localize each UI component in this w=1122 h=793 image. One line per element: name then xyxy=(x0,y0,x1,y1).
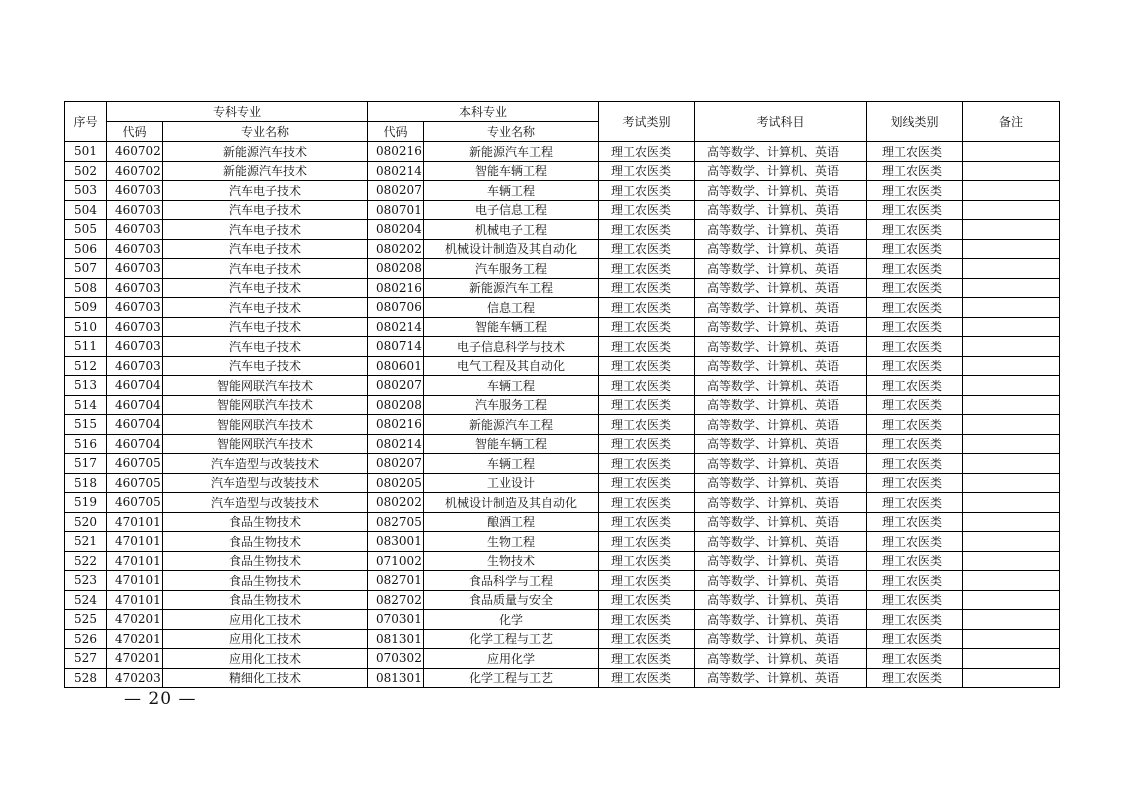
cell-senior-code: 082705 xyxy=(368,512,424,532)
cell-junior-name: 汽车造型与改装技术 xyxy=(163,493,368,513)
cell-senior-name: 酿酒工程 xyxy=(424,512,599,532)
page-number: — 20 — xyxy=(124,689,197,709)
cell-seq: 516 xyxy=(65,434,107,454)
cell-junior-name: 汽车电子技术 xyxy=(163,337,368,357)
cell-line-type: 理工农医类 xyxy=(867,571,963,591)
cell-junior-name: 应用化工技术 xyxy=(163,649,368,669)
cell-junior-name: 食品生物技术 xyxy=(163,551,368,571)
cell-exam-subjects: 高等数学、计算机、英语 xyxy=(695,415,867,435)
cell-seq: 526 xyxy=(65,629,107,649)
table-row xyxy=(65,434,1060,454)
cell-line-type: 理工农医类 xyxy=(867,610,963,630)
cell-junior-code: 460703 xyxy=(107,278,163,298)
header-senior-name: 专业名称 xyxy=(424,122,599,142)
header-line-type: 划线类别 xyxy=(867,102,963,142)
cell-exam-type: 理工农医类 xyxy=(599,415,695,435)
cell-exam-subjects: 高等数学、计算机、英语 xyxy=(695,571,867,591)
cell-remark xyxy=(963,415,1060,435)
cell-junior-code: 470101 xyxy=(107,571,163,591)
cell-senior-code: 080216 xyxy=(368,415,424,435)
cell-remark xyxy=(963,337,1060,357)
cell-line-type: 理工农医类 xyxy=(867,493,963,513)
cell-senior-name: 机械设计制造及其自动化 xyxy=(424,239,599,259)
cell-senior-code: 080207 xyxy=(368,454,424,474)
cell-seq: 510 xyxy=(65,317,107,337)
cell-line-type: 理工农医类 xyxy=(867,434,963,454)
cell-senior-code: 083001 xyxy=(368,532,424,552)
cell-senior-name: 食品质量与安全 xyxy=(424,590,599,610)
table-row xyxy=(65,668,1060,688)
cell-exam-subjects: 高等数学、计算机、英语 xyxy=(695,551,867,571)
cell-exam-type: 理工农医类 xyxy=(599,239,695,259)
cell-senior-name: 智能车辆工程 xyxy=(424,434,599,454)
cell-senior-code: 080202 xyxy=(368,239,424,259)
cell-junior-code: 460703 xyxy=(107,337,163,357)
cell-exam-type: 理工农医类 xyxy=(599,590,695,610)
cell-senior-name: 智能车辆工程 xyxy=(424,317,599,337)
cell-line-type: 理工农医类 xyxy=(867,590,963,610)
cell-senior-code: 082702 xyxy=(368,590,424,610)
cell-senior-name: 食品科学与工程 xyxy=(424,571,599,591)
cell-senior-name: 车辆工程 xyxy=(424,454,599,474)
cell-senior-code: 080208 xyxy=(368,395,424,415)
cell-exam-subjects: 高等数学、计算机、英语 xyxy=(695,512,867,532)
cell-junior-name: 汽车电子技术 xyxy=(163,317,368,337)
cell-exam-type: 理工农医类 xyxy=(599,278,695,298)
cell-remark xyxy=(963,571,1060,591)
table-row xyxy=(65,512,1060,532)
table-row xyxy=(65,493,1060,513)
cell-remark xyxy=(963,493,1060,513)
cell-exam-type: 理工农医类 xyxy=(599,668,695,688)
cell-junior-code: 460705 xyxy=(107,454,163,474)
cell-junior-code: 470101 xyxy=(107,512,163,532)
cell-senior-name: 机械设计制造及其自动化 xyxy=(424,493,599,513)
cell-exam-subjects: 高等数学、计算机、英语 xyxy=(695,629,867,649)
cell-senior-name: 生物工程 xyxy=(424,532,599,552)
table-row xyxy=(65,181,1060,201)
cell-remark xyxy=(963,395,1060,415)
major-table xyxy=(64,101,1060,688)
header-junior-name: 专业名称 xyxy=(163,122,368,142)
cell-exam-type: 理工农医类 xyxy=(599,161,695,181)
cell-exam-subjects: 高等数学、计算机、英语 xyxy=(695,161,867,181)
cell-seq: 511 xyxy=(65,337,107,357)
cell-senior-name: 工业设计 xyxy=(424,473,599,493)
cell-seq: 515 xyxy=(65,415,107,435)
cell-senior-code: 080706 xyxy=(368,298,424,318)
cell-senior-code: 080216 xyxy=(368,142,424,162)
cell-exam-subjects: 高等数学、计算机、英语 xyxy=(695,590,867,610)
table-row xyxy=(65,610,1060,630)
cell-junior-code: 460703 xyxy=(107,317,163,337)
table-row xyxy=(65,356,1060,376)
cell-exam-subjects: 高等数学、计算机、英语 xyxy=(695,668,867,688)
cell-line-type: 理工农医类 xyxy=(867,356,963,376)
cell-seq: 525 xyxy=(65,610,107,630)
table-row xyxy=(65,376,1060,396)
cell-exam-type: 理工农医类 xyxy=(599,551,695,571)
cell-senior-code: 081301 xyxy=(368,668,424,688)
cell-senior-name: 电子信息科学与技术 xyxy=(424,337,599,357)
cell-exam-subjects: 高等数学、计算机、英语 xyxy=(695,200,867,220)
cell-junior-name: 汽车造型与改装技术 xyxy=(163,454,368,474)
cell-junior-name: 汽车电子技术 xyxy=(163,220,368,240)
cell-exam-subjects: 高等数学、计算机、英语 xyxy=(695,181,867,201)
cell-exam-type: 理工农医类 xyxy=(599,200,695,220)
cell-exam-subjects: 高等数学、计算机、英语 xyxy=(695,356,867,376)
cell-senior-code: 080214 xyxy=(368,317,424,337)
table-row xyxy=(65,298,1060,318)
table-row xyxy=(65,200,1060,220)
cell-junior-code: 470101 xyxy=(107,551,163,571)
cell-junior-code: 460704 xyxy=(107,434,163,454)
cell-senior-name: 电子信息工程 xyxy=(424,200,599,220)
cell-line-type: 理工农医类 xyxy=(867,200,963,220)
cell-exam-subjects: 高等数学、计算机、英语 xyxy=(695,337,867,357)
table-body xyxy=(65,142,1060,688)
cell-remark xyxy=(963,142,1060,162)
cell-remark xyxy=(963,590,1060,610)
table-row xyxy=(65,415,1060,435)
cell-junior-code: 460703 xyxy=(107,356,163,376)
cell-line-type: 理工农医类 xyxy=(867,376,963,396)
table-row xyxy=(65,473,1060,493)
table-row xyxy=(65,337,1060,357)
cell-junior-name: 新能源汽车技术 xyxy=(163,142,368,162)
table-row xyxy=(65,454,1060,474)
cell-remark xyxy=(963,434,1060,454)
cell-junior-name: 食品生物技术 xyxy=(163,512,368,532)
cell-line-type: 理工农医类 xyxy=(867,649,963,669)
cell-senior-name: 信息工程 xyxy=(424,298,599,318)
cell-line-type: 理工农医类 xyxy=(867,181,963,201)
cell-senior-code: 070302 xyxy=(368,649,424,669)
cell-exam-subjects: 高等数学、计算机、英语 xyxy=(695,610,867,630)
cell-line-type: 理工农医类 xyxy=(867,532,963,552)
cell-remark xyxy=(963,317,1060,337)
cell-seq: 512 xyxy=(65,356,107,376)
cell-exam-type: 理工农医类 xyxy=(599,181,695,201)
cell-exam-subjects: 高等数学、计算机、英语 xyxy=(695,376,867,396)
cell-line-type: 理工农医类 xyxy=(867,317,963,337)
cell-exam-subjects: 高等数学、计算机、英语 xyxy=(695,239,867,259)
table-header xyxy=(65,102,1060,142)
cell-seq: 524 xyxy=(65,590,107,610)
cell-exam-type: 理工农医类 xyxy=(599,259,695,279)
cell-line-type: 理工农医类 xyxy=(867,239,963,259)
cell-seq: 503 xyxy=(65,181,107,201)
cell-line-type: 理工农医类 xyxy=(867,298,963,318)
cell-exam-subjects: 高等数学、计算机、英语 xyxy=(695,278,867,298)
cell-junior-name: 汽车电子技术 xyxy=(163,278,368,298)
cell-exam-subjects: 高等数学、计算机、英语 xyxy=(695,317,867,337)
cell-line-type: 理工农医类 xyxy=(867,668,963,688)
cell-line-type: 理工农医类 xyxy=(867,259,963,279)
cell-junior-code: 470201 xyxy=(107,610,163,630)
cell-senior-code: 071002 xyxy=(368,551,424,571)
cell-seq: 519 xyxy=(65,493,107,513)
cell-senior-name: 汽车服务工程 xyxy=(424,259,599,279)
table-row xyxy=(65,317,1060,337)
cell-junior-name: 汽车电子技术 xyxy=(163,259,368,279)
cell-junior-code: 460705 xyxy=(107,473,163,493)
cell-exam-type: 理工农医类 xyxy=(599,434,695,454)
cell-junior-name: 新能源汽车技术 xyxy=(163,161,368,181)
cell-junior-name: 智能网联汽车技术 xyxy=(163,415,368,435)
cell-junior-code: 460705 xyxy=(107,493,163,513)
table-row xyxy=(65,649,1060,669)
cell-exam-type: 理工农医类 xyxy=(599,610,695,630)
cell-exam-type: 理工农医类 xyxy=(599,356,695,376)
table-row xyxy=(65,239,1060,259)
cell-junior-name: 智能网联汽车技术 xyxy=(163,434,368,454)
cell-remark xyxy=(963,551,1060,571)
cell-junior-name: 食品生物技术 xyxy=(163,590,368,610)
cell-line-type: 理工农医类 xyxy=(867,161,963,181)
table-row xyxy=(65,590,1060,610)
cell-junior-code: 460702 xyxy=(107,161,163,181)
cell-senior-code: 080205 xyxy=(368,473,424,493)
cell-junior-code: 460703 xyxy=(107,200,163,220)
cell-exam-type: 理工农医类 xyxy=(599,454,695,474)
table-row xyxy=(65,551,1060,571)
cell-junior-code: 470203 xyxy=(107,668,163,688)
cell-seq: 528 xyxy=(65,668,107,688)
cell-senior-name: 应用化学 xyxy=(424,649,599,669)
cell-senior-code: 080204 xyxy=(368,220,424,240)
cell-senior-code: 080214 xyxy=(368,434,424,454)
cell-junior-name: 汽车电子技术 xyxy=(163,298,368,318)
cell-senior-code: 070301 xyxy=(368,610,424,630)
cell-exam-type: 理工农医类 xyxy=(599,395,695,415)
cell-seq: 520 xyxy=(65,512,107,532)
table-row xyxy=(65,278,1060,298)
cell-exam-subjects: 高等数学、计算机、英语 xyxy=(695,473,867,493)
cell-exam-subjects: 高等数学、计算机、英语 xyxy=(695,532,867,552)
cell-senior-name: 新能源汽车工程 xyxy=(424,415,599,435)
cell-senior-code: 080208 xyxy=(368,259,424,279)
cell-senior-name: 生物技术 xyxy=(424,551,599,571)
cell-seq: 506 xyxy=(65,239,107,259)
table-row xyxy=(65,395,1060,415)
table-row xyxy=(65,259,1060,279)
cell-junior-code: 460703 xyxy=(107,298,163,318)
cell-exam-type: 理工农医类 xyxy=(599,649,695,669)
cell-senior-name: 机械电子工程 xyxy=(424,220,599,240)
table-row xyxy=(65,142,1060,162)
cell-line-type: 理工农医类 xyxy=(867,142,963,162)
cell-junior-code: 470101 xyxy=(107,532,163,552)
cell-seq: 522 xyxy=(65,551,107,571)
cell-senior-name: 化学 xyxy=(424,610,599,630)
cell-junior-name: 精细化工技术 xyxy=(163,668,368,688)
cell-senior-name: 电气工程及其自动化 xyxy=(424,356,599,376)
cell-exam-subjects: 高等数学、计算机、英语 xyxy=(695,434,867,454)
cell-junior-name: 食品生物技术 xyxy=(163,532,368,552)
cell-line-type: 理工农医类 xyxy=(867,278,963,298)
cell-junior-code: 460704 xyxy=(107,395,163,415)
cell-junior-code: 460703 xyxy=(107,239,163,259)
cell-junior-code: 460703 xyxy=(107,220,163,240)
cell-remark xyxy=(963,376,1060,396)
cell-exam-type: 理工农医类 xyxy=(599,142,695,162)
cell-senior-name: 化学工程与工艺 xyxy=(424,668,599,688)
cell-seq: 513 xyxy=(65,376,107,396)
cell-remark xyxy=(963,161,1060,181)
cell-remark xyxy=(963,512,1060,532)
cell-remark xyxy=(963,356,1060,376)
cell-senior-code: 080207 xyxy=(368,376,424,396)
cell-exam-subjects: 高等数学、计算机、英语 xyxy=(695,220,867,240)
cell-line-type: 理工农医类 xyxy=(867,551,963,571)
cell-exam-type: 理工农医类 xyxy=(599,571,695,591)
cell-seq: 502 xyxy=(65,161,107,181)
cell-junior-code: 460702 xyxy=(107,142,163,162)
cell-seq: 508 xyxy=(65,278,107,298)
cell-exam-type: 理工农医类 xyxy=(599,532,695,552)
cell-seq: 517 xyxy=(65,454,107,474)
cell-exam-subjects: 高等数学、计算机、英语 xyxy=(695,493,867,513)
cell-remark xyxy=(963,220,1060,240)
cell-senior-code: 080216 xyxy=(368,278,424,298)
cell-exam-type: 理工农医类 xyxy=(599,298,695,318)
cell-seq: 521 xyxy=(65,532,107,552)
cell-remark xyxy=(963,629,1060,649)
cell-junior-name: 智能网联汽车技术 xyxy=(163,376,368,396)
table-row xyxy=(65,161,1060,181)
cell-seq: 501 xyxy=(65,142,107,162)
cell-senior-name: 车辆工程 xyxy=(424,181,599,201)
cell-exam-subjects: 高等数学、计算机、英语 xyxy=(695,142,867,162)
header-remark: 备注 xyxy=(963,102,1060,142)
table-row xyxy=(65,220,1060,240)
cell-line-type: 理工农医类 xyxy=(867,415,963,435)
header-junior-code: 代码 xyxy=(107,122,163,142)
cell-seq: 509 xyxy=(65,298,107,318)
cell-junior-code: 470201 xyxy=(107,629,163,649)
cell-senior-code: 080207 xyxy=(368,181,424,201)
cell-senior-code: 080202 xyxy=(368,493,424,513)
cell-remark xyxy=(963,181,1060,201)
cell-senior-code: 080214 xyxy=(368,161,424,181)
cell-junior-name: 汽车造型与改装技术 xyxy=(163,473,368,493)
cell-remark xyxy=(963,454,1060,474)
cell-junior-code: 470201 xyxy=(107,649,163,669)
table-row xyxy=(65,532,1060,552)
cell-remark xyxy=(963,278,1060,298)
cell-senior-name: 汽车服务工程 xyxy=(424,395,599,415)
cell-remark xyxy=(963,649,1060,669)
cell-remark xyxy=(963,298,1060,318)
header-seq: 序号 xyxy=(65,102,107,142)
header-junior-major: 专科专业 xyxy=(107,102,368,122)
cell-exam-subjects: 高等数学、计算机、英语 xyxy=(695,649,867,669)
cell-line-type: 理工农医类 xyxy=(867,473,963,493)
cell-line-type: 理工农医类 xyxy=(867,337,963,357)
cell-line-type: 理工农医类 xyxy=(867,454,963,474)
cell-junior-code: 460703 xyxy=(107,181,163,201)
cell-junior-code: 460703 xyxy=(107,259,163,279)
cell-remark xyxy=(963,532,1060,552)
cell-exam-type: 理工农医类 xyxy=(599,512,695,532)
cell-junior-name: 应用化工技术 xyxy=(163,610,368,630)
cell-exam-type: 理工农医类 xyxy=(599,376,695,396)
cell-line-type: 理工农医类 xyxy=(867,220,963,240)
cell-exam-type: 理工农医类 xyxy=(599,629,695,649)
cell-senior-code: 080701 xyxy=(368,200,424,220)
cell-seq: 504 xyxy=(65,200,107,220)
cell-junior-name: 汽车电子技术 xyxy=(163,239,368,259)
cell-junior-name: 汽车电子技术 xyxy=(163,200,368,220)
table-row xyxy=(65,571,1060,591)
cell-exam-subjects: 高等数学、计算机、英语 xyxy=(695,259,867,279)
cell-line-type: 理工农医类 xyxy=(867,629,963,649)
cell-junior-name: 食品生物技术 xyxy=(163,571,368,591)
cell-exam-type: 理工农医类 xyxy=(599,337,695,357)
cell-exam-type: 理工农医类 xyxy=(599,493,695,513)
cell-remark xyxy=(963,473,1060,493)
cell-senior-code: 080601 xyxy=(368,356,424,376)
cell-junior-name: 汽车电子技术 xyxy=(163,356,368,376)
cell-junior-code: 460704 xyxy=(107,415,163,435)
cell-remark xyxy=(963,200,1060,220)
cell-exam-type: 理工农医类 xyxy=(599,317,695,337)
cell-senior-code: 082701 xyxy=(368,571,424,591)
cell-exam-subjects: 高等数学、计算机、英语 xyxy=(695,395,867,415)
cell-exam-subjects: 高等数学、计算机、英语 xyxy=(695,298,867,318)
cell-junior-code: 470101 xyxy=(107,590,163,610)
cell-seq: 507 xyxy=(65,259,107,279)
cell-junior-name: 智能网联汽车技术 xyxy=(163,395,368,415)
cell-senior-code: 081301 xyxy=(368,629,424,649)
cell-remark xyxy=(963,668,1060,688)
cell-line-type: 理工农医类 xyxy=(867,395,963,415)
cell-junior-code: 460704 xyxy=(107,376,163,396)
cell-seq: 514 xyxy=(65,395,107,415)
cell-line-type: 理工农医类 xyxy=(867,512,963,532)
header-senior-major: 本科专业 xyxy=(368,102,599,122)
cell-junior-name: 应用化工技术 xyxy=(163,629,368,649)
cell-senior-name: 新能源汽车工程 xyxy=(424,142,599,162)
header-exam-subjects: 考试科目 xyxy=(695,102,867,142)
cell-seq: 523 xyxy=(65,571,107,591)
cell-junior-name: 汽车电子技术 xyxy=(163,181,368,201)
cell-exam-type: 理工农医类 xyxy=(599,473,695,493)
cell-seq: 518 xyxy=(65,473,107,493)
cell-senior-name: 化学工程与工艺 xyxy=(424,629,599,649)
cell-senior-name: 智能车辆工程 xyxy=(424,161,599,181)
cell-seq: 527 xyxy=(65,649,107,669)
cell-senior-name: 车辆工程 xyxy=(424,376,599,396)
cell-senior-name: 新能源汽车工程 xyxy=(424,278,599,298)
cell-remark xyxy=(963,239,1060,259)
table-row xyxy=(65,629,1060,649)
cell-senior-code: 080714 xyxy=(368,337,424,357)
cell-exam-subjects: 高等数学、计算机、英语 xyxy=(695,454,867,474)
header-exam-type: 考试类别 xyxy=(599,102,695,142)
cell-remark xyxy=(963,259,1060,279)
cell-exam-type: 理工农医类 xyxy=(599,220,695,240)
cell-remark xyxy=(963,610,1060,630)
cell-seq: 505 xyxy=(65,220,107,240)
header-senior-code: 代码 xyxy=(368,122,424,142)
